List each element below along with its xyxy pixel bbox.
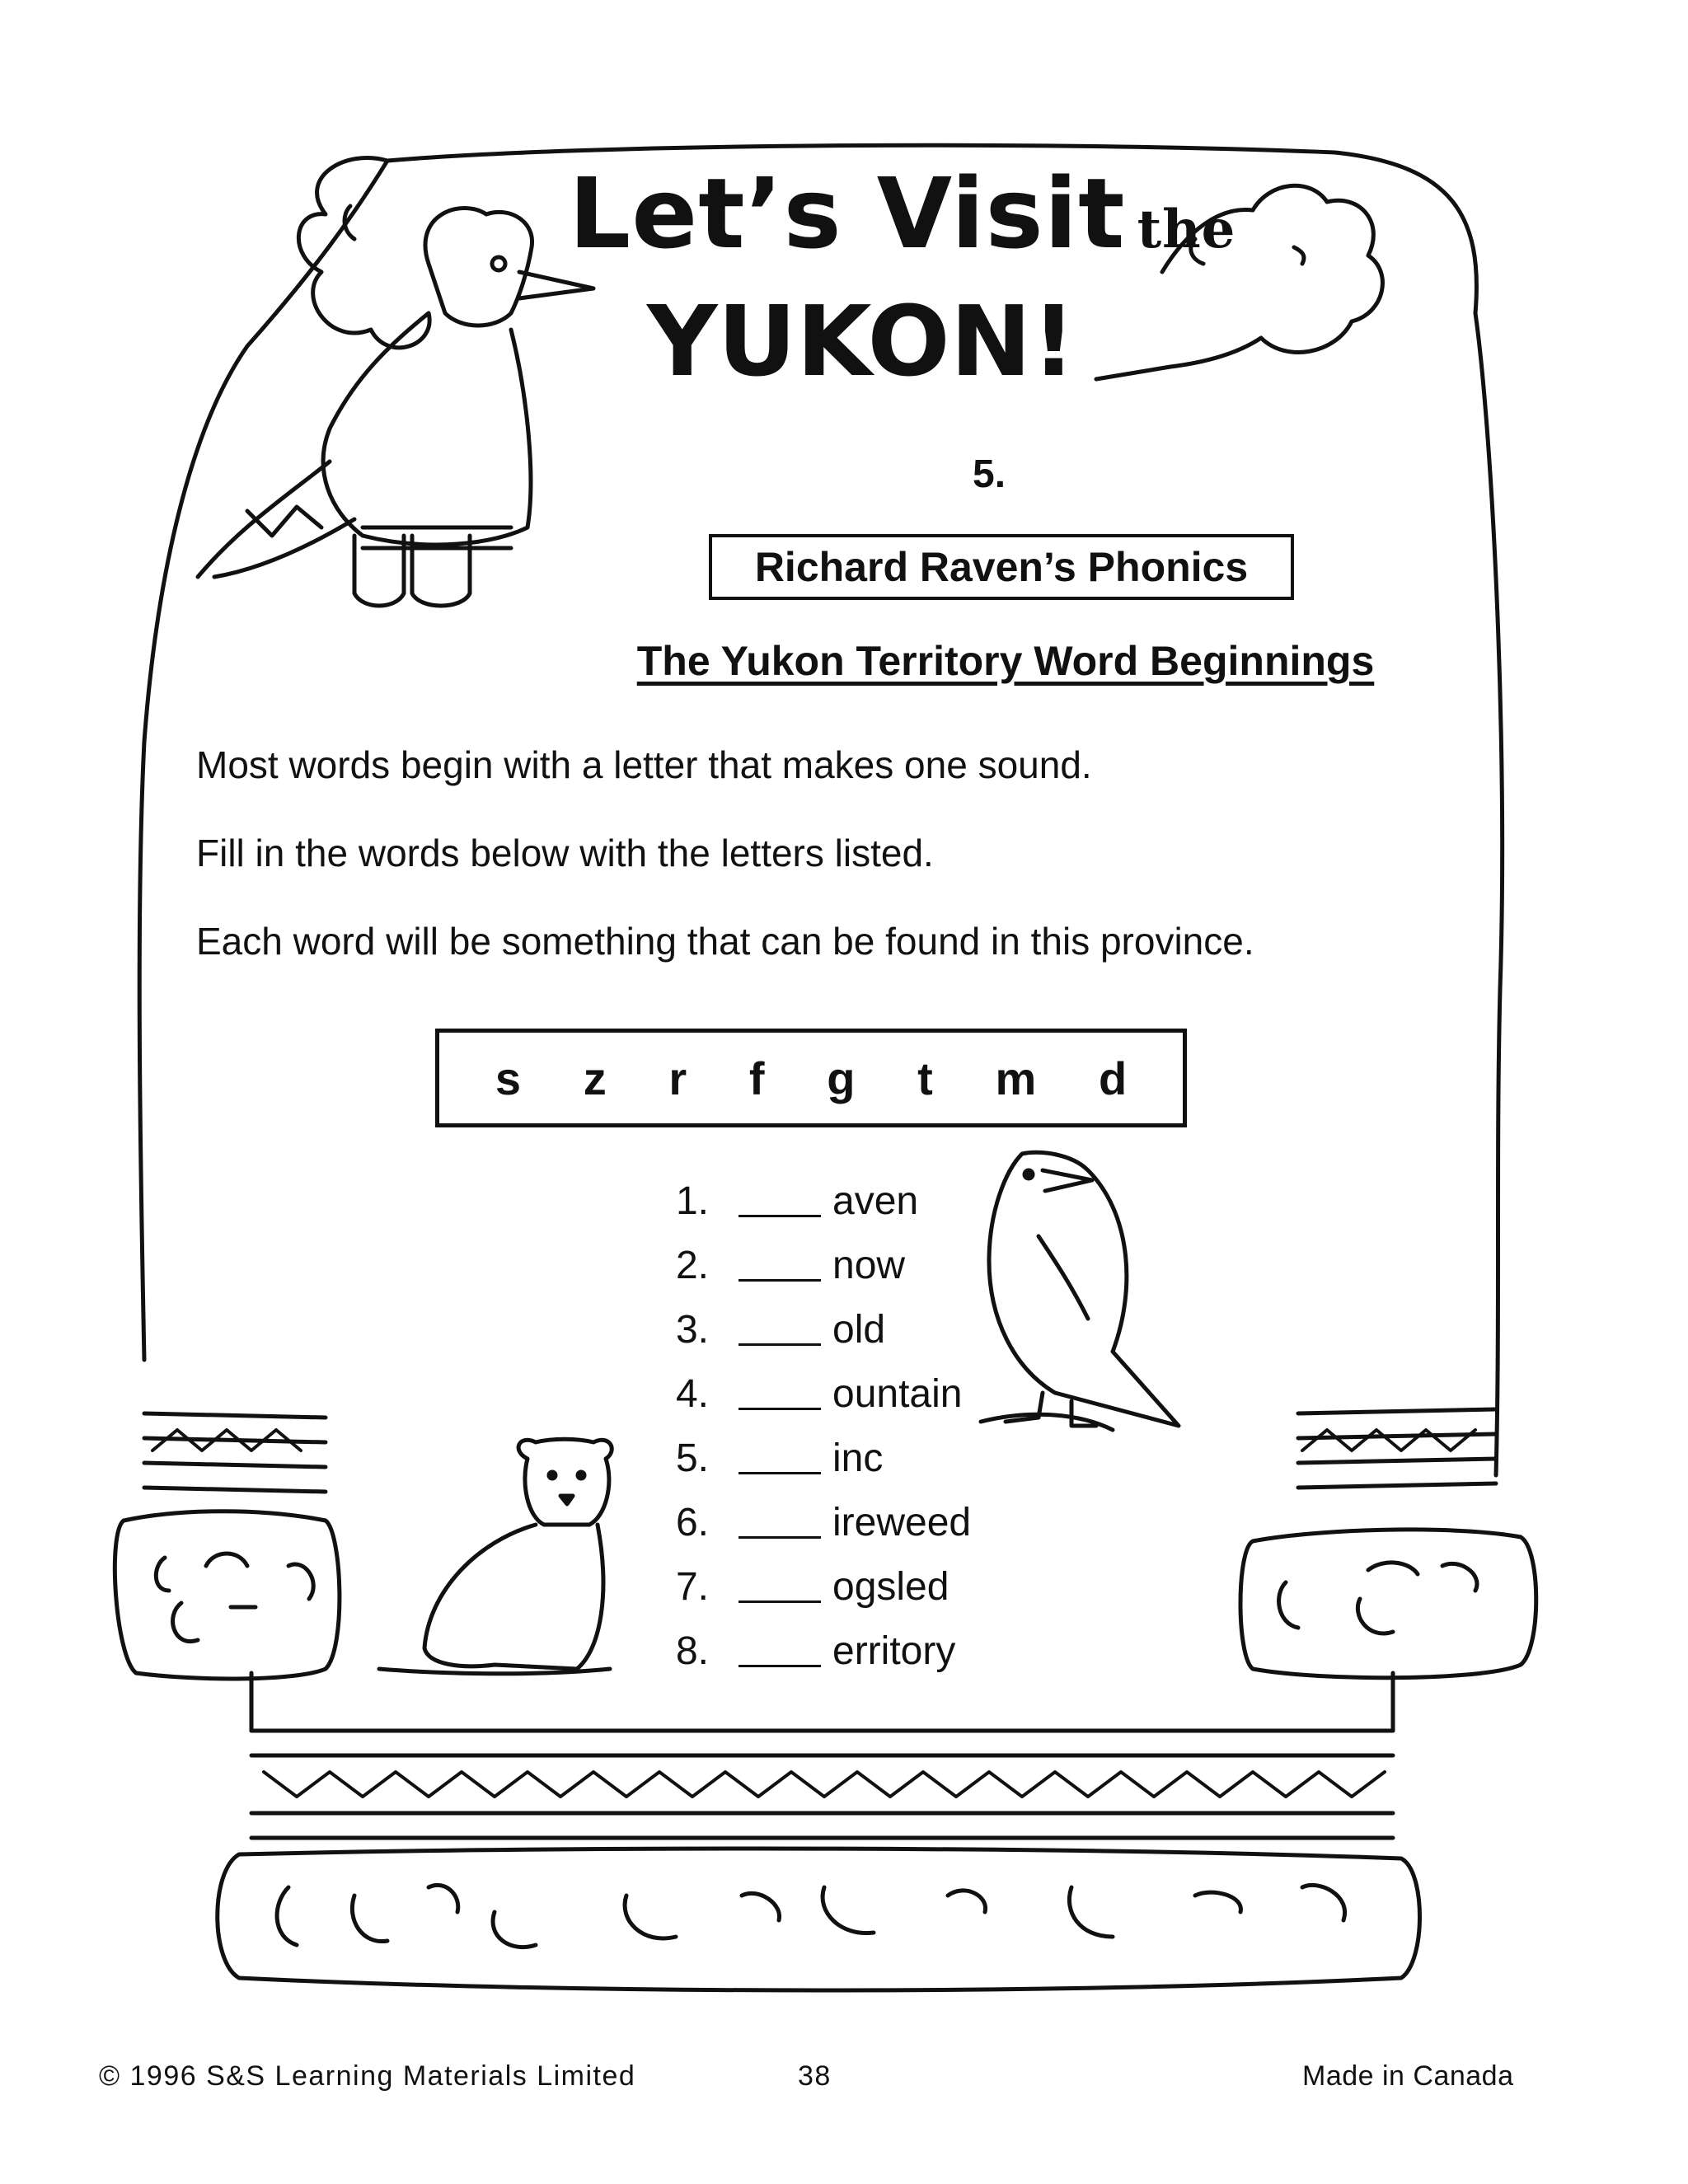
letter-bank [435, 1029, 1187, 1127]
item-number: 4. [675, 1371, 709, 1416]
item-number: 2. [675, 1243, 709, 1287]
letter: f [748, 1052, 765, 1104]
list-item [651, 1554, 971, 1619]
activity-number: 5. [973, 452, 1006, 496]
list-item [651, 1297, 971, 1361]
word-ending: now [832, 1243, 906, 1287]
word-ending: ogsled [832, 1564, 950, 1609]
raven-in-parka-icon [198, 209, 593, 607]
list-item [651, 1169, 971, 1233]
word-ending: aven [832, 1179, 919, 1223]
answer-blank[interactable] [738, 1571, 821, 1603]
letter: g [827, 1052, 856, 1104]
answer-blank[interactable] [738, 1507, 821, 1539]
answer-blank[interactable] [738, 1249, 821, 1282]
item-number: 3. [675, 1307, 709, 1352]
series-title: Richard Raven’s Phonics [709, 534, 1294, 600]
word-ending: ireweed [832, 1500, 972, 1544]
word-ending: erritory [832, 1629, 956, 1673]
title-line-1: Let’s Visit [569, 157, 1126, 270]
letter: t [917, 1052, 933, 1104]
title-the: the [1137, 199, 1236, 260]
answer-blank[interactable] [738, 1635, 821, 1667]
page-number: 38 [798, 2060, 832, 2092]
copyright: © 1996 S&S Learning Materials Limited [99, 2060, 636, 2092]
answer-blank[interactable] [738, 1185, 821, 1217]
item-number: 7. [675, 1564, 709, 1609]
list-item [651, 1619, 971, 1683]
letter: s [495, 1052, 521, 1104]
answer-blank[interactable] [738, 1378, 821, 1410]
raven-icon [981, 1152, 1179, 1430]
page-title [569, 157, 1236, 270]
instruction-1: Most words begin with a letter that makes one sound. [196, 743, 1092, 786]
list-item [651, 1490, 971, 1554]
word-ending: old [832, 1307, 886, 1352]
letter: r [668, 1052, 687, 1104]
instruction-3: Each word will be something that can be found in this province. [196, 920, 1254, 963]
letter: m [995, 1052, 1037, 1104]
word-ending: ountain [832, 1371, 963, 1416]
list-item [651, 1426, 971, 1490]
instruction-2: Fill in the words below with the letters listed. [196, 832, 934, 874]
answer-blank[interactable] [738, 1442, 821, 1474]
list-item [651, 1233, 971, 1297]
item-number: 6. [675, 1500, 709, 1544]
item-number: 1. [675, 1179, 709, 1223]
item-number: 8. [675, 1629, 709, 1673]
letter: d [1098, 1052, 1128, 1104]
bear-icon [379, 1439, 612, 1674]
title-line-2: YUKON! [647, 284, 1076, 398]
list-item [651, 1361, 971, 1426]
subtitle: The Yukon Territory Word Beginnings [636, 638, 1375, 684]
word-ending: inc [832, 1436, 884, 1480]
answer-blank[interactable] [738, 1314, 821, 1346]
word-list [651, 1169, 971, 1683]
origin: Made in Canada [1302, 2060, 1514, 2092]
item-number: 5. [675, 1436, 709, 1480]
letter: z [583, 1052, 607, 1104]
